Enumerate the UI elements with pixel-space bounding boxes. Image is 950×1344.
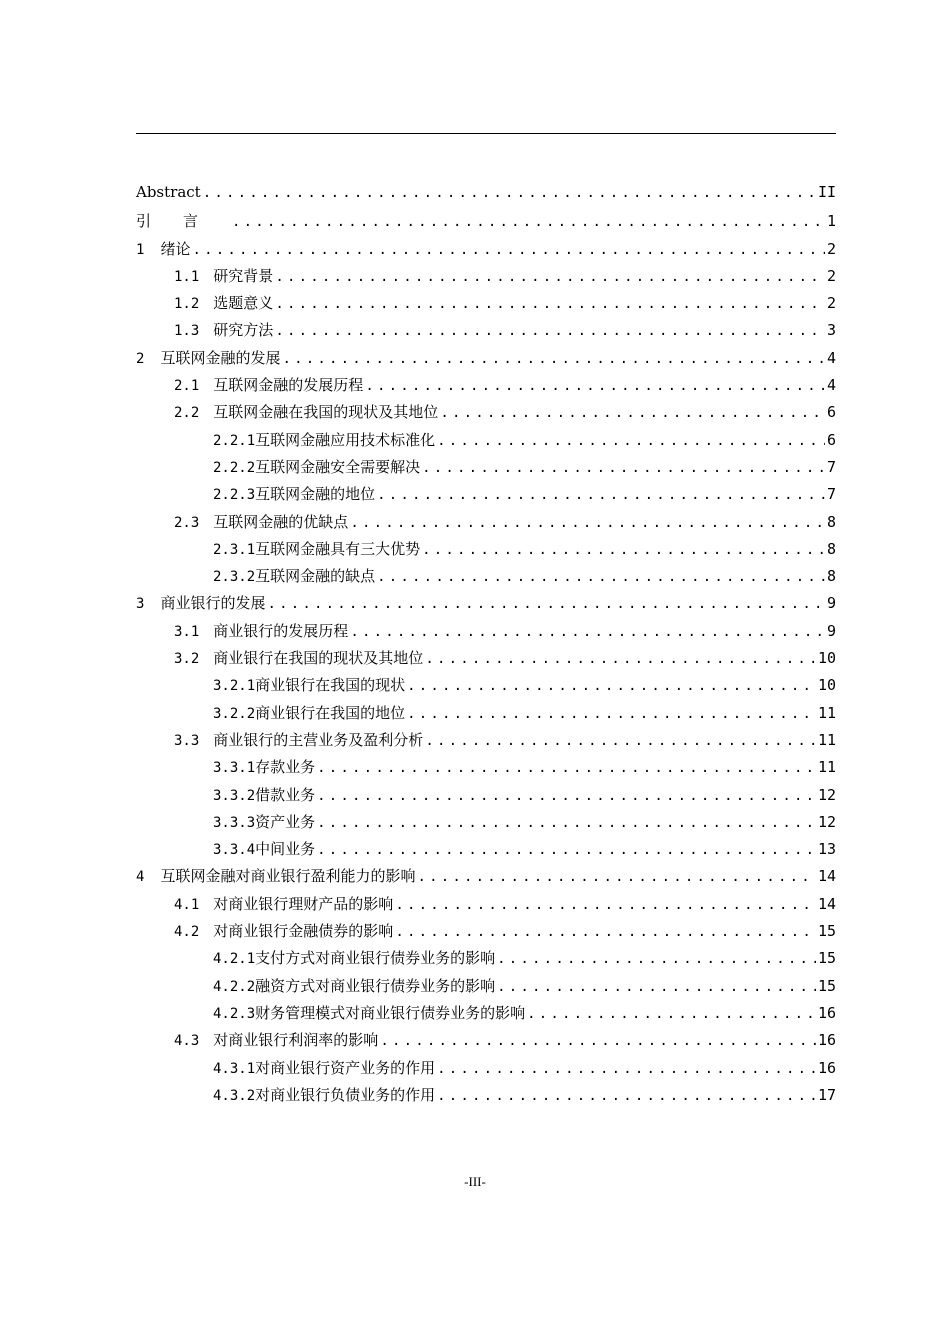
toc-entry[interactable]: [136, 592, 836, 619]
toc-entry[interactable]: [136, 702, 836, 729]
toc-entry[interactable]: [136, 920, 836, 947]
toc-entry-number: 3.3.1: [213, 760, 256, 777]
toc-entry[interactable]: [136, 620, 836, 647]
toc-dot-leader: [407, 706, 816, 722]
toc-entry-page: 12: [817, 812, 836, 831]
toc-entry-page: 2: [826, 239, 836, 258]
toc-entry-page: 10: [817, 676, 836, 695]
toc-dot-leader: [282, 351, 825, 367]
toc-entry-number: 2.1: [174, 378, 200, 395]
toc-entry-page: II: [817, 183, 836, 201]
toc-entry[interactable]: [136, 265, 836, 292]
toc-dot-leader: [380, 1033, 816, 1049]
toc-entry-title: 互联网金融的发展历程: [213, 376, 364, 395]
toc-entry-title: 互联网金融安全需要解决: [255, 457, 421, 476]
toc-dot-leader: [317, 842, 816, 858]
toc-entry-page: 7: [826, 457, 836, 476]
toc-entry[interactable]: [136, 456, 836, 483]
toc-dot-leader: [407, 678, 816, 694]
toc-entry[interactable]: [136, 674, 836, 701]
toc-dot-leader: [437, 1088, 816, 1104]
toc-entry-title: 互联网金融的发展: [160, 348, 281, 367]
toc-dot-leader: [192, 242, 825, 258]
toc-entry[interactable]: [136, 238, 836, 265]
toc-entry-number: 2.3: [174, 514, 200, 531]
toc-dot-leader: [232, 214, 825, 230]
toc-entry-number: 4.3: [174, 1033, 200, 1050]
toc-entry-page: 8: [826, 567, 836, 586]
toc-entry[interactable]: [136, 838, 836, 865]
toc-dot-leader: [422, 460, 825, 476]
toc-entry-number: 4.2.1: [213, 951, 256, 968]
toc-entry-page: 6: [826, 403, 836, 422]
toc-entry-page: 6: [826, 430, 836, 449]
toc-entry-title: 支付方式对商业银行债券业务的影响: [255, 949, 496, 968]
toc-entry-page: 16: [817, 1003, 836, 1022]
toc-entry-number: 4.2.2: [213, 978, 256, 995]
toc-entry-title: 互联网金融的地位: [255, 485, 376, 504]
toc-entry-number: 3.2.2: [213, 705, 256, 722]
toc-entry[interactable]: [136, 401, 836, 428]
toc-entry-title: 选题意义: [213, 294, 274, 313]
toc-dot-leader: [527, 1006, 816, 1022]
toc-entry[interactable]: [136, 1002, 836, 1029]
toc-entry-page: 9: [826, 594, 836, 613]
page-number-footer: -III-: [464, 1174, 486, 1189]
toc-entry-title: 财务管理模式对商业银行债券业务的影响: [255, 1003, 526, 1022]
toc-entry-title: 引言: [136, 212, 231, 231]
toc-entry-page: 3: [826, 321, 836, 340]
toc-entry[interactable]: [136, 947, 836, 974]
header-rule: [136, 133, 836, 134]
toc-dot-leader: [377, 487, 825, 503]
toc-entry[interactable]: [136, 975, 836, 1002]
toc-entry-page: 11: [817, 730, 836, 749]
toc-entry-page: 10: [817, 649, 836, 668]
toc-entry-page: 13: [817, 840, 836, 859]
toc-entry-number: 2.2.1: [213, 432, 256, 449]
toc-entry-number: 4.2: [174, 924, 200, 941]
toc-entry-title: 对商业银行资产业务的作用: [255, 1058, 436, 1077]
toc-entry-page: 16: [817, 1058, 836, 1077]
toc-entry-page: 14: [817, 867, 836, 886]
toc-entry-title: 中间业务: [255, 840, 316, 859]
toc-entry-page: 7: [826, 485, 836, 504]
toc-entry-title: 互联网金融具有三大优势: [255, 539, 421, 558]
toc-dot-leader: [350, 515, 825, 531]
toc-entry[interactable]: [136, 374, 836, 401]
toc-entry-title: 对商业银行利润率的影响: [213, 1031, 379, 1050]
toc-entry-number: 2: [136, 350, 145, 367]
toc-entry-title: 对商业银行金融债券的影响: [213, 922, 394, 941]
toc-entry-number: 3.3.2: [213, 787, 256, 804]
toc-entry-page: 15: [817, 976, 836, 995]
toc-entry[interactable]: [136, 811, 836, 838]
toc-entry[interactable]: [136, 865, 836, 892]
toc-dot-leader: [317, 760, 816, 776]
toc-dot-leader: [437, 1061, 816, 1077]
toc-entry-number: 3: [136, 596, 145, 613]
toc-entry-title: 研究背景: [213, 266, 274, 285]
toc-dot-leader: [203, 185, 816, 201]
toc-entry[interactable]: [136, 893, 836, 920]
toc-entry-title: 绪论: [160, 239, 191, 258]
toc-entry-number: 3.2: [174, 651, 200, 668]
toc-entry-number: 1.3: [174, 323, 200, 340]
toc-entry[interactable]: [136, 483, 836, 510]
toc-entry-page: 8: [826, 512, 836, 531]
toc-dot-leader: [365, 378, 825, 394]
toc-entry-page: 16: [817, 1031, 836, 1050]
toc-entry-number: 4.1: [174, 896, 200, 913]
toc-dot-leader: [275, 296, 825, 312]
toc-dot-leader: [317, 788, 816, 804]
toc-entry[interactable]: [136, 347, 836, 374]
toc-entry-page: 11: [817, 703, 836, 722]
toc-entry-page: 1: [826, 212, 836, 231]
toc-dot-leader: [395, 897, 816, 913]
toc-entry-page: 11: [817, 758, 836, 777]
toc-entry-number: 3.3.4: [213, 842, 256, 859]
toc-entry-title: 互联网金融在我国的现状及其地位: [213, 403, 439, 422]
toc-entry-title: 资产业务: [255, 812, 316, 831]
toc-entry-number: 4.3.2: [213, 1087, 256, 1104]
toc-entry-number: 4.2.3: [213, 1005, 256, 1022]
table-of-contents: [136, 183, 836, 1111]
toc-entry-number: 2.3.1: [213, 541, 256, 558]
toc-entry[interactable]: [136, 784, 836, 811]
toc-entry-title: 存款业务: [255, 758, 316, 777]
toc-dot-leader: [350, 624, 825, 640]
toc-entry[interactable]: [136, 538, 836, 565]
toc-entry-page: 15: [817, 922, 836, 941]
toc-entry-number: 1.2: [174, 296, 200, 313]
toc-entry-title: 互联网金融的优缺点: [213, 512, 349, 531]
toc-entry[interactable]: [136, 756, 836, 783]
toc-entry[interactable]: [136, 647, 836, 674]
toc-entry-number: 2.3.2: [213, 569, 256, 586]
toc-entry-page: 14: [817, 894, 836, 913]
toc-entry-title: 对商业银行负债业务的作用: [255, 1085, 436, 1104]
toc-entry[interactable]: [136, 511, 836, 538]
toc-entry-title: 商业银行在我国的现状: [255, 676, 406, 695]
toc-dot-leader: [497, 979, 816, 995]
toc-entry-page: 2: [826, 294, 836, 313]
toc-dot-leader: [275, 323, 825, 339]
toc-entry-title: 融资方式对商业银行债券业务的影响: [255, 976, 496, 995]
toc-entry-page: 4: [826, 376, 836, 395]
toc-entry-title: Abstract: [136, 183, 201, 201]
toc-entry-number: 1.1: [174, 268, 200, 285]
toc-entry-title: 互联网金融对商业银行盈利能力的影响: [160, 867, 416, 886]
toc-entry-page: 2: [826, 266, 836, 285]
toc-entry-number: 1: [136, 241, 145, 258]
toc-entry[interactable]: [136, 210, 836, 237]
toc-entry-title: 商业银行的发展: [160, 594, 266, 613]
toc-entry-number: 3.1: [174, 623, 200, 640]
toc-entry-title: 借款业务: [255, 785, 316, 804]
toc-dot-leader: [417, 869, 815, 885]
toc-dot-leader: [425, 733, 816, 749]
toc-dot-leader: [497, 951, 816, 967]
toc-dot-leader: [377, 569, 825, 585]
toc-entry[interactable]: [136, 292, 836, 319]
toc-entry[interactable]: [136, 1084, 836, 1111]
toc-entry-title: 对商业银行理财产品的影响: [213, 894, 394, 913]
toc-entry[interactable]: [136, 319, 836, 346]
toc-dot-leader: [275, 269, 825, 285]
toc-dot-leader: [317, 815, 816, 831]
toc-entry[interactable]: [136, 729, 836, 756]
toc-entry-number: 2.2.3: [213, 487, 256, 504]
toc-entry-title: 商业银行在我国的地位: [255, 703, 406, 722]
toc-dot-leader: [267, 596, 825, 612]
toc-entry-title: 互联网金融的缺点: [255, 567, 376, 586]
toc-entry-page: 9: [826, 621, 836, 640]
toc-entry-title: 商业银行的发展历程: [213, 621, 349, 640]
toc-dot-leader: [395, 924, 816, 940]
toc-entry-number: 3.3.3: [213, 814, 256, 831]
toc-entry-title: 商业银行的主营业务及盈利分析: [213, 730, 424, 749]
toc-dot-leader: [437, 433, 825, 449]
toc-dot-leader: [425, 651, 816, 667]
toc-entry-number: 4.3.1: [213, 1060, 256, 1077]
toc-entry[interactable]: [136, 1029, 836, 1056]
toc-entry-page: 15: [817, 949, 836, 968]
toc-entry[interactable]: [136, 429, 836, 456]
toc-entry-title: 研究方法: [213, 321, 274, 340]
toc-entry-page: 17: [817, 1085, 836, 1104]
toc-dot-leader: [440, 405, 825, 421]
toc-entry-page: 4: [826, 348, 836, 367]
toc-entry-number: 2.2: [174, 405, 200, 422]
toc-dot-leader: [422, 542, 825, 558]
toc-entry[interactable]: [136, 1057, 836, 1084]
toc-entry-number: 4: [136, 869, 145, 886]
toc-entry-number: 2.2.2: [213, 459, 256, 476]
toc-entry[interactable]: [136, 183, 836, 210]
toc-entry[interactable]: [136, 565, 836, 592]
toc-entry-page: 8: [826, 539, 836, 558]
toc-entry-title: 互联网金融应用技术标准化: [255, 430, 436, 449]
toc-entry-number: 3.2.1: [213, 678, 256, 695]
toc-entry-page: 12: [817, 785, 836, 804]
toc-entry-title: 商业银行在我国的现状及其地位: [213, 649, 424, 668]
toc-entry-number: 3.3: [174, 732, 200, 749]
